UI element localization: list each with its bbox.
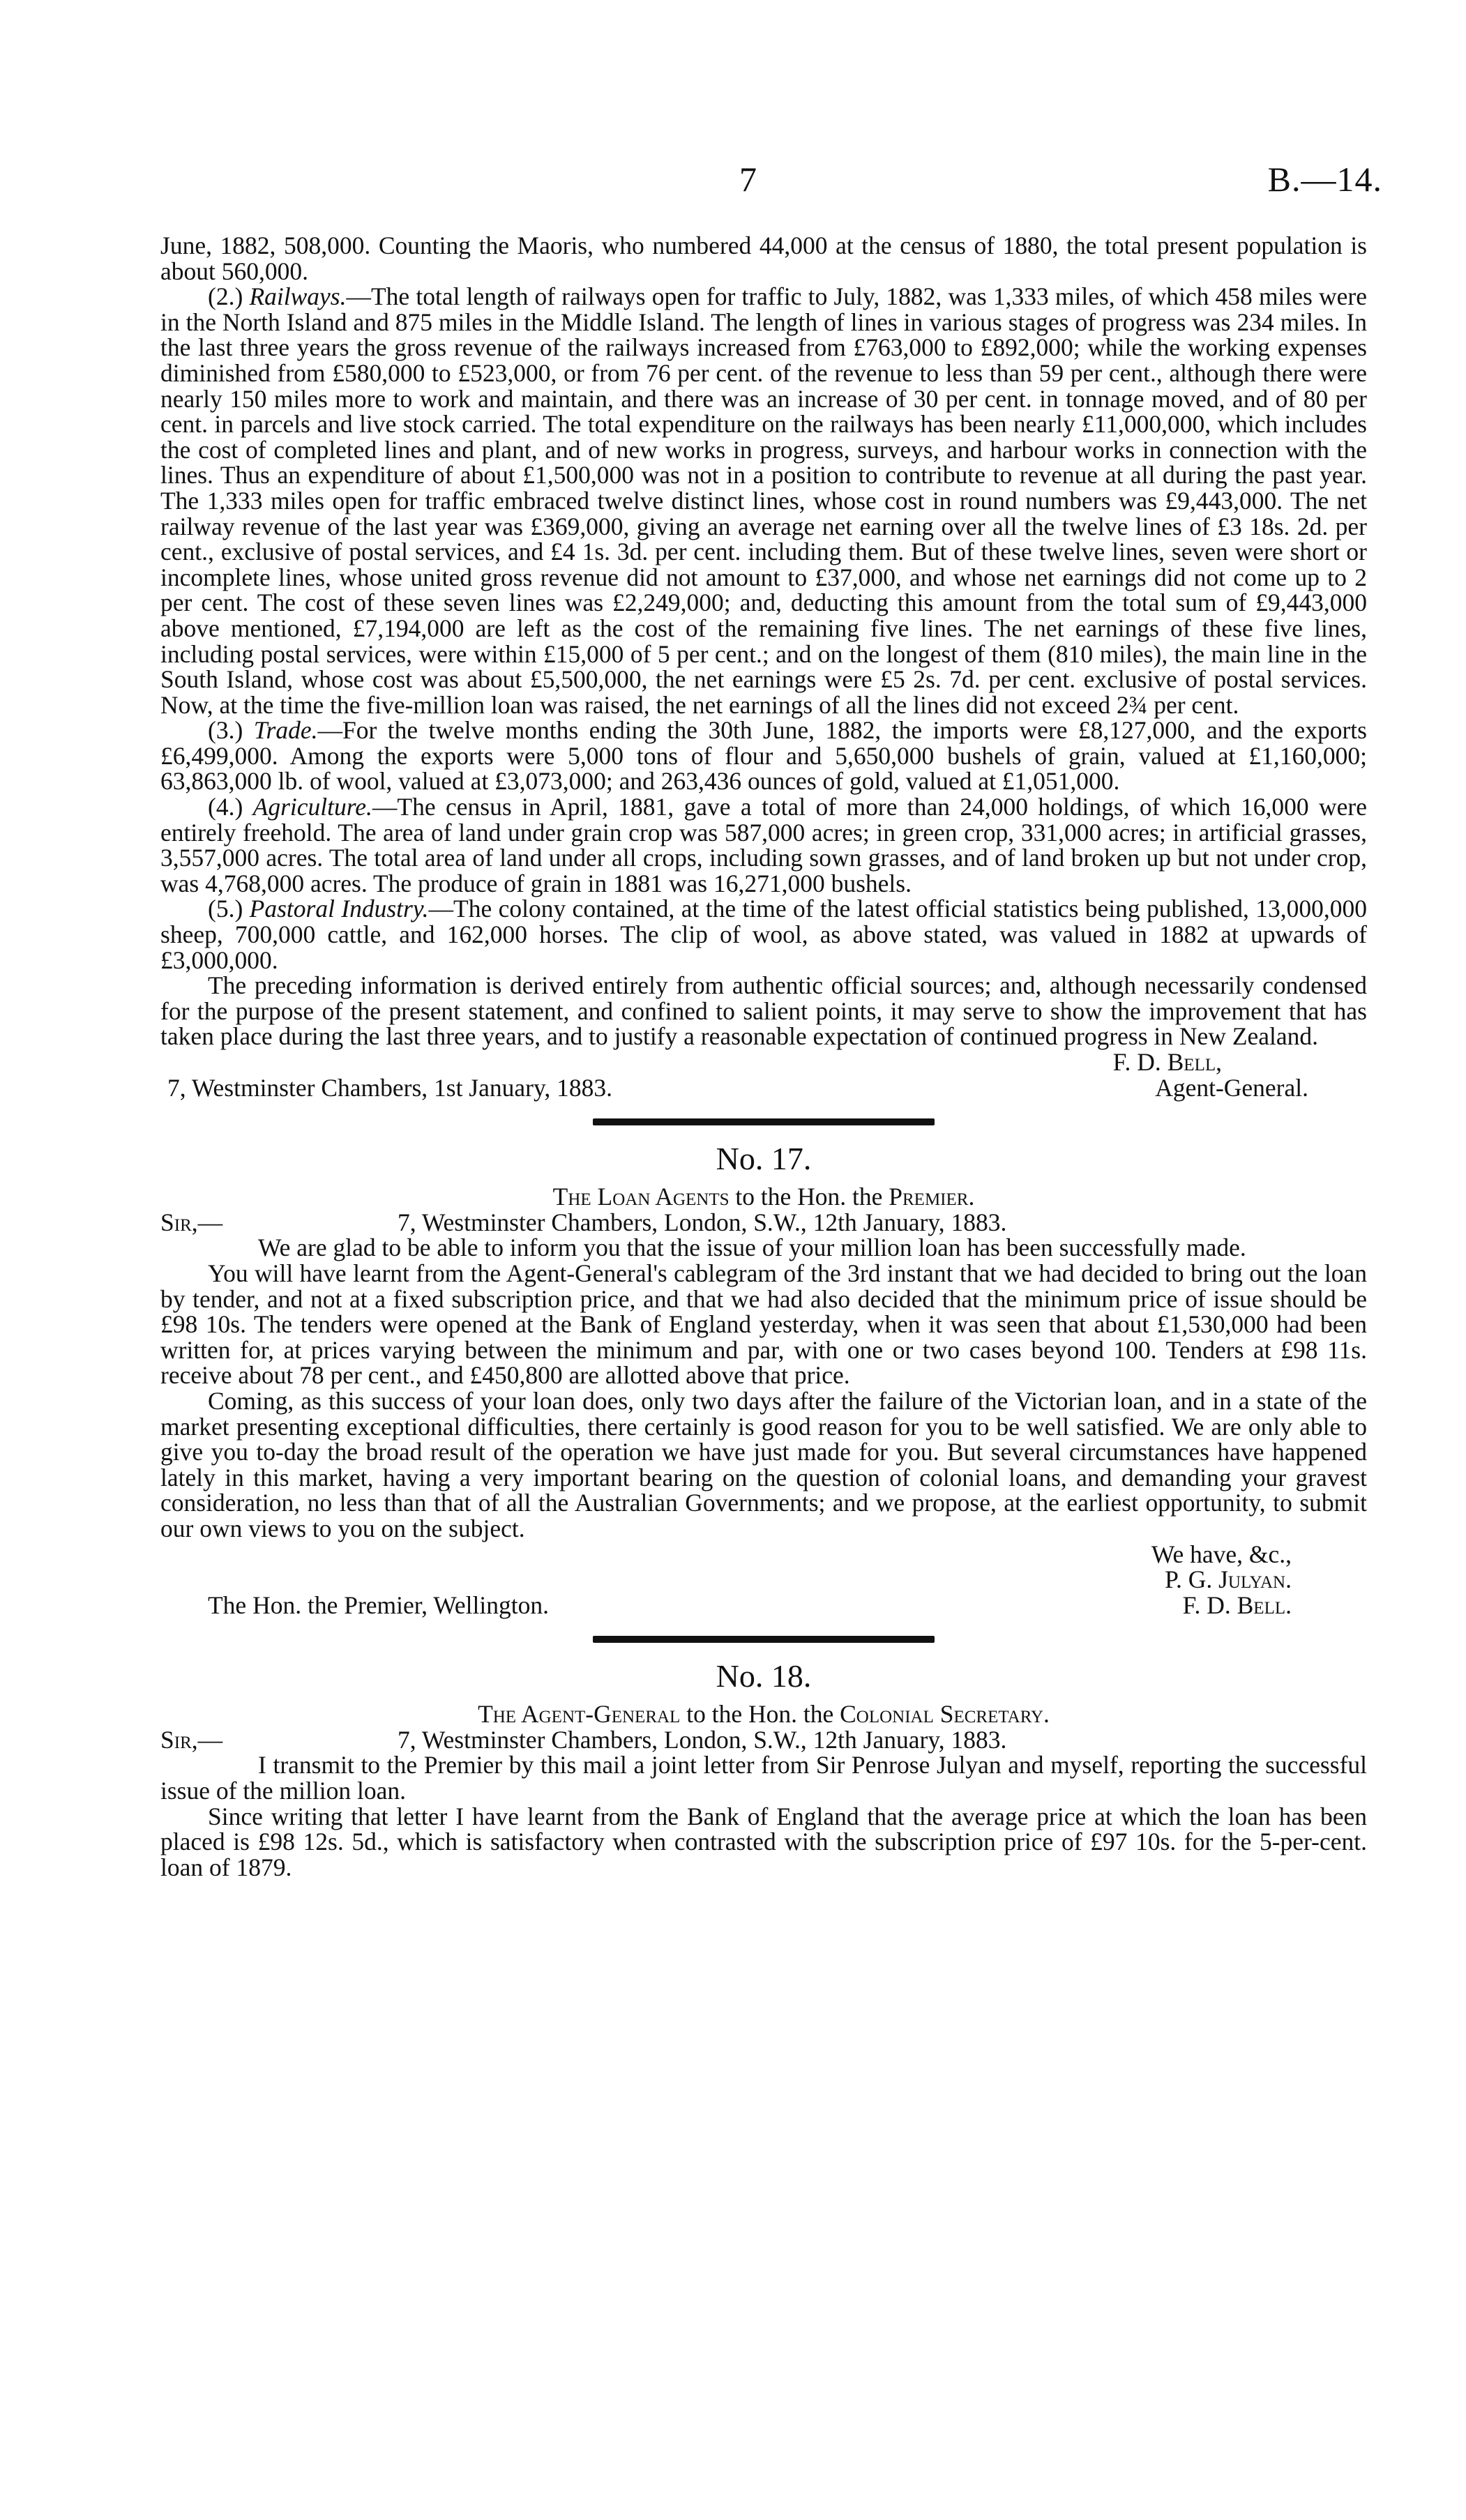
letter-17-closing [160,1542,1367,1568]
section-divider-2 [593,1636,935,1643]
agriculture-text: —The census in April, 1881, gave a total of more than 24,000 holdings, of which 16,000 were entirely freehold. The area of land under grain crop was 587,000 acres; in green crop, 331,000 acres; in artificial grasses, 3,557,000 acres. The total area of land under all crops, including sown grasses, and of land broken up but not under crop, was 4,768,000 acres. The produce of grain in 1881 was 16,271,000 bushels. [160,793,1368,897]
letter-17-signer-1-text: P. G. Julyan. [1165,1565,1292,1594]
letter-17-signer-2: F. D. Bell. [1182,1591,1292,1619]
letter-17-paragraph-2: You will have learnt from the Agent-General's cablegram of the 3rd instant that we had decided to bring out the loan by tender, and not at a fixed subscription price, and that we had also decided that the minimum price of issue should be £98 10s. The tenders were opened at the Bank of England yesterday, when it was seen that about £1,530,000 had been written for, at prices varying between the minimum and par, with one or two cases beyond 100. Tenders at £98 11s. receive about 78 per cent., and £450,800 are allotted above that price. [160,1259,1367,1390]
letter-17-addressee: The Hon. the Premier, Wellington. [208,1591,550,1619]
letter-18-from: The Agent-General [478,1700,681,1729]
letter-18-paragraph-2: Since writing that letter I have learnt from the Bank of England that the average price at which the loan has been placed is £98 12s. 5d., which is satisfactory when contrasted with the subscription price of £97 10s. for the 5-per-cent. loan of 1879. [160,1802,1367,1881]
signature-place-date: 7, Westminster Chambers, 1st January, 1883. [167,1073,613,1102]
document-reference: B.—14. [1267,160,1382,199]
letter-17-signoff-row [160,1593,1367,1618]
trade-text: —For the twelve months ending the 30th June, 1882, the imports were £8,127,000, and the exports £6,499,000. Among the exports were 5,000 tons of flour and 5,650,000 bushels of grain, valued at £1,160,000; 63,863,000 lb. of wool, valued at £3,073,000; and 263,436 ounces of gold, valued at £1,051,000. [160,716,1367,796]
letter-17-address-date: 7, Westminster Chambers, London, S.W., 12th January, 1883. [398,1208,1007,1236]
letter-18-address-date: 7, Westminster Chambers, London, S.W., 12th January, 1883. [398,1725,1007,1754]
signature-name-text: F. D. Bell, [1112,1048,1222,1076]
signature-title: Agent-General. [1155,1073,1308,1102]
trade-number: (3.) [208,716,254,745]
trade-paragraph [160,718,1367,794]
railways-text: —The total length of railways open for traffic to July, 1882, was 1,333 miles, of which 458 miles were in the North Island and 875 miles in the Middle Island. The length of lines in various stages of progress was 234 miles. In the last three years the gross revenue of the railways increased from £763,000 to £892,000; while the working expenses diminished from £580,000 to £523,000, or from 76 per cent. of the revenue to less than 59 per cent., although there were nearly 150 miles more to work and maintain, and there was an increase of 30 per cent. in tonnage moved, and of 80 per cent. in parcels and live stock carried. The total expenditure on the railways has been nearly £11,000,000, which includes the cost of completed lines and plant, and of new works in progress, surveys, and harbour works in connection with the lines. Thus an expenditure of about £1,500,000 was not in a position to contribute to revenue at all during the past year. The 1,333 miles open for traffic embraced twelve distinct lines, whose cost in round numbers was £9,443,000. The net railway revenue of the last year was £369,000, giving an average net earning over all the twelve lines of £3 18s. 2d. per cent., exclusive of postal services, and £4 1s. 3d. per cent. including them. But of these twelve lines, seven were short or incomplete lines, whose united gross revenue did not amount to £37,000, and whose net earnings did not come up to 2 per cent. The cost of these seven lines was £2,249,000; and, deducting this amount from the total sum of £9,443,000 above mentioned, £7,194,000 are left as the cost of the remaining five lines. The net earnings of these five lines, including postal services, were within £15,000 of 5 per cent.; and on the longest of them (810 miles), the main line in the South Island, whose cost was about £5,500,000, the net earnings were £5 2s. 7d. per cent. exclusive of postal services. Now, at the time the five-million loan was raised, the net earnings of all the lines did not exceed 2¾ per cent. [160,282,1367,719]
agriculture-number: (4.) [208,793,253,821]
page-header [0,159,1466,215]
signature-line [160,1075,1367,1101]
pastoral-number: (5.) [208,895,250,923]
letter-18-connector: to the Hon. the [680,1700,840,1729]
letter-17-to: Premier. [889,1183,975,1211]
letter-17-paragraph-3: Coming, as this success of your loan does, only two days after the failure of the Victorian loan, and in a state of the market presenting exceptional difficulties, there certainly is good reason for you to be well satisfied. We are only able to give you to-day the broad result of the operation we have just made for you. But several circumstances have happened lately in this market, having a very important bearing on the question of colonial loans, and demanding your gravest consideration, no less than that of all the Australian Governments; and we propose, at the earliest opportunity, to submit our own views to you on the subject. [160,1386,1367,1542]
signature-name [160,1049,1367,1075]
letter-17-connector: to the Hon. the [729,1183,889,1211]
page-number: 7 [739,160,757,199]
railways-heading: Railways. [249,282,347,311]
railways-paragraph [160,284,1367,718]
letter-18-salutation: Sir,— [160,1725,223,1754]
section-divider [593,1118,935,1125]
pastoral-text: —The colony contained, at the time of the latest official statistics being published, 13,000,000 sheep, 700,000 cattle, and 162,000 horses. The clip of wool, as above stated, was valued in 1882 at upwards of £3,000,000. [160,895,1367,974]
letter-17-number: No. 17. [716,1141,812,1177]
letter-17-signer-1 [160,1567,1367,1593]
agriculture-paragraph [160,794,1367,896]
letter-17-salutation: Sir,— [160,1208,223,1236]
pastoral-paragraph [160,896,1367,973]
letter-18-heading [160,1701,1367,1727]
letter-18-paragraph-1: I transmit to the Premier by this mail a joint letter from Sir Penrose Julyan and myself, reporting the successful issue of the million loan. [160,1751,1367,1805]
letter-17-paragraph-1: We are glad to be able to inform you that the issue of your million loan has been successfully made. [258,1234,1246,1262]
closing-paragraph: The preceding information is derived entirely from authentic official sources; and, although necessarily condensed for the purpose of the present statement, and confined to salient points, it may serve to show the improvement that has taken place during the last three years, and to justify a reasonable expectation of continued progress in New Zealand. [160,971,1367,1051]
letter-17-closing-text: We have, &c., [1151,1540,1292,1568]
body-text [160,233,1367,1880]
letter-18-to: Colonial Secretary. [840,1700,1050,1729]
letter-17-from: The Loan Agents [552,1183,730,1211]
letter-18-dateline [160,1727,1367,1753]
agriculture-heading: Agriculture. [252,793,372,821]
railways-number: (2.) [208,282,250,311]
trade-heading: Trade. [253,716,318,745]
population-paragraph: June, 1882, 508,000. Counting the Maoris, who numbered 44,000 at the census of 1880, the total present population is about 560,000. [160,231,1367,285]
letter-17-dateline [160,1210,1367,1236]
pastoral-heading: Pastoral Industry. [249,895,429,923]
letter-17-heading [160,1184,1367,1210]
letter-18-number: No. 18. [716,1658,812,1694]
